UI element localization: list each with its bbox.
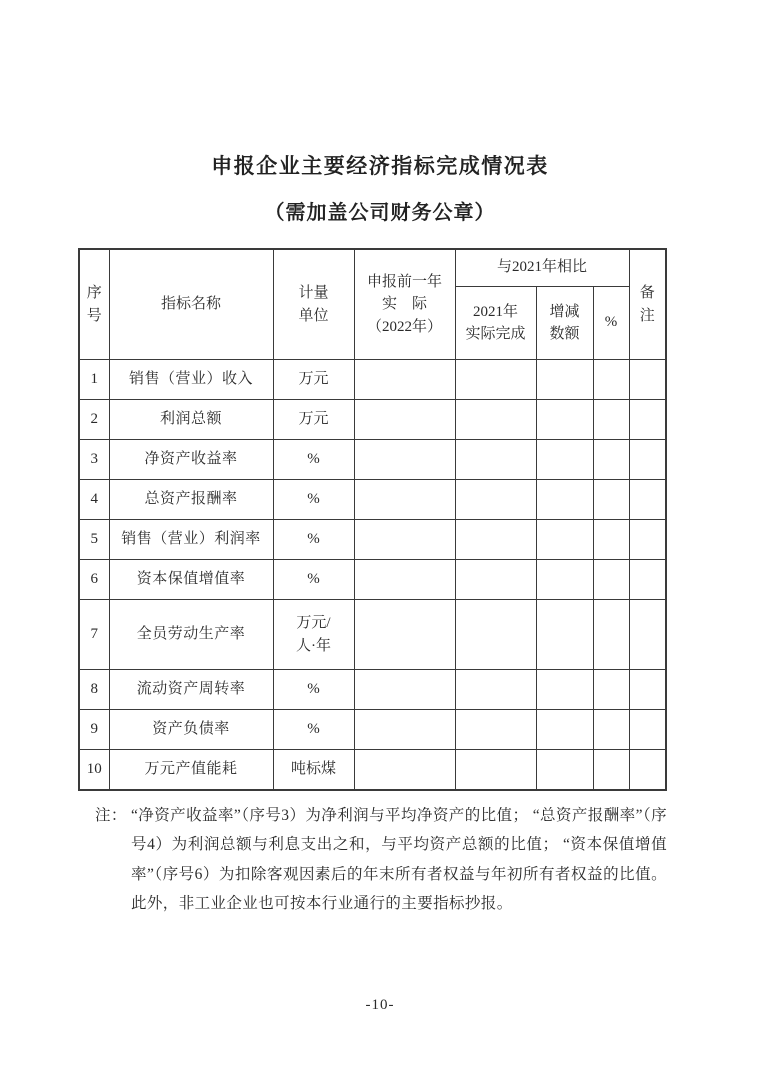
empty-value-cell	[593, 670, 629, 710]
empty-value-cell	[536, 560, 593, 600]
row-no-cell: 4	[79, 480, 109, 520]
page-subtitle: （需加盖公司财务公章）	[264, 202, 496, 224]
unit-cell: %	[273, 710, 354, 750]
table-row	[79, 520, 666, 560]
empty-value-cell	[354, 400, 455, 440]
empty-value-cell	[593, 480, 629, 520]
empty-value-cell	[455, 440, 536, 480]
empty-remark-cell	[629, 400, 666, 440]
empty-value-cell	[455, 480, 536, 520]
empty-value-cell	[455, 750, 536, 790]
unit-cell: 万元/ 人·年	[273, 600, 354, 670]
indicator-name-cell: 利润总额	[109, 400, 273, 440]
row-no-cell: 5	[79, 520, 109, 560]
row-no-cell: 1	[79, 360, 109, 400]
unit-cell: %	[273, 480, 354, 520]
row-no-cell: 7	[79, 600, 109, 670]
empty-value-cell	[536, 710, 593, 750]
empty-value-cell	[593, 360, 629, 400]
empty-remark-cell	[629, 670, 666, 710]
page-title: 申报企业主要经济指标完成情况表	[211, 155, 549, 178]
indicator-name-cell: 流动资产周转率	[109, 670, 273, 710]
indicator-name-cell: 全员劳动生产率	[109, 600, 273, 670]
table-row	[79, 750, 666, 790]
header-remark: 备 注	[629, 249, 666, 360]
empty-value-cell	[354, 750, 455, 790]
empty-remark-cell	[629, 440, 666, 480]
header-change-percent: %	[593, 287, 629, 360]
empty-remark-cell	[629, 520, 666, 560]
empty-value-cell	[536, 670, 593, 710]
indicator-name-cell: 万元产值能耗	[109, 750, 273, 790]
indicator-name-cell: 销售（营业）收入	[109, 360, 273, 400]
header-indicator-name: 指标名称	[109, 249, 273, 360]
empty-value-cell	[354, 360, 455, 400]
row-no-cell: 2	[79, 400, 109, 440]
empty-remark-cell	[629, 750, 666, 790]
empty-remark-cell	[629, 600, 666, 670]
header-2021-actual: 2021年 实际完成	[455, 287, 536, 360]
empty-value-cell	[455, 600, 536, 670]
indicator-name-cell: 资产负债率	[109, 710, 273, 750]
table-row	[79, 360, 666, 400]
empty-value-cell	[593, 750, 629, 790]
footnote-label: 注：	[95, 807, 127, 824]
table-row	[79, 440, 666, 480]
empty-value-cell	[455, 560, 536, 600]
empty-value-cell	[354, 520, 455, 560]
empty-value-cell	[354, 440, 455, 480]
empty-value-cell	[536, 600, 593, 670]
indicator-name-cell: 总资产报酬率	[109, 480, 273, 520]
empty-value-cell	[354, 600, 455, 670]
row-no-cell: 6	[79, 560, 109, 600]
footnote	[95, 801, 667, 919]
empty-remark-cell	[629, 360, 666, 400]
empty-value-cell	[593, 440, 629, 480]
footnote-text: “净资产收益率”（序号3）为净利润与平均净资产的比值； “总资产报酬率”（序号4）为利润总额与利息支出之和，与平均资产总额的比值； “资本保值增值率”（序号6）为扣除客观因素后的年末所有者权益与年初所有者权益的比值。此外，非工业企业也可按本行业通行的主要指标抄报。	[131, 807, 667, 913]
indicator-name-cell: 资本保值增值率	[109, 560, 273, 600]
empty-value-cell	[536, 360, 593, 400]
unit-cell: 万元	[273, 360, 354, 400]
indicator-name-cell: 销售（营业）利润率	[109, 520, 273, 560]
empty-remark-cell	[629, 480, 666, 520]
header-seq-no: 序 号	[79, 249, 109, 360]
table-row	[79, 710, 666, 750]
empty-remark-cell	[629, 710, 666, 750]
empty-value-cell	[455, 710, 536, 750]
header-unit: 计量 单位	[273, 249, 354, 360]
empty-value-cell	[536, 440, 593, 480]
header-change-amount: 增减 数额	[536, 287, 593, 360]
empty-value-cell	[354, 710, 455, 750]
empty-remark-cell	[629, 560, 666, 600]
empty-value-cell	[455, 520, 536, 560]
unit-cell: %	[273, 670, 354, 710]
indicators-table	[78, 248, 667, 791]
empty-value-cell	[536, 400, 593, 440]
unit-cell: 吨标煤	[273, 750, 354, 790]
table-row	[79, 560, 666, 600]
empty-value-cell	[593, 600, 629, 670]
unit-cell: %	[273, 440, 354, 480]
row-no-cell: 8	[79, 670, 109, 710]
table-row	[79, 670, 666, 710]
header-declaration-prev-year: 申报前一年 实 际 （2022年）	[354, 249, 455, 360]
empty-value-cell	[593, 400, 629, 440]
empty-value-cell	[593, 560, 629, 600]
empty-value-cell	[354, 480, 455, 520]
row-no-cell: 3	[79, 440, 109, 480]
empty-value-cell	[455, 670, 536, 710]
unit-cell: 万元	[273, 400, 354, 440]
empty-value-cell	[536, 520, 593, 560]
row-no-cell: 9	[79, 710, 109, 750]
empty-value-cell	[593, 520, 629, 560]
table-row	[79, 600, 666, 670]
empty-value-cell	[354, 670, 455, 710]
unit-cell: %	[273, 560, 354, 600]
table-row	[79, 400, 666, 440]
empty-value-cell	[593, 710, 629, 750]
page-number: -10-	[365, 997, 395, 1013]
empty-value-cell	[536, 750, 593, 790]
empty-value-cell	[455, 360, 536, 400]
table-row	[79, 480, 666, 520]
unit-cell: %	[273, 520, 354, 560]
header-vs-2021: 与2021年相比	[455, 249, 629, 287]
empty-value-cell	[354, 560, 455, 600]
indicator-name-cell: 净资产收益率	[109, 440, 273, 480]
empty-value-cell	[536, 480, 593, 520]
row-no-cell: 10	[79, 750, 109, 790]
empty-value-cell	[455, 400, 536, 440]
